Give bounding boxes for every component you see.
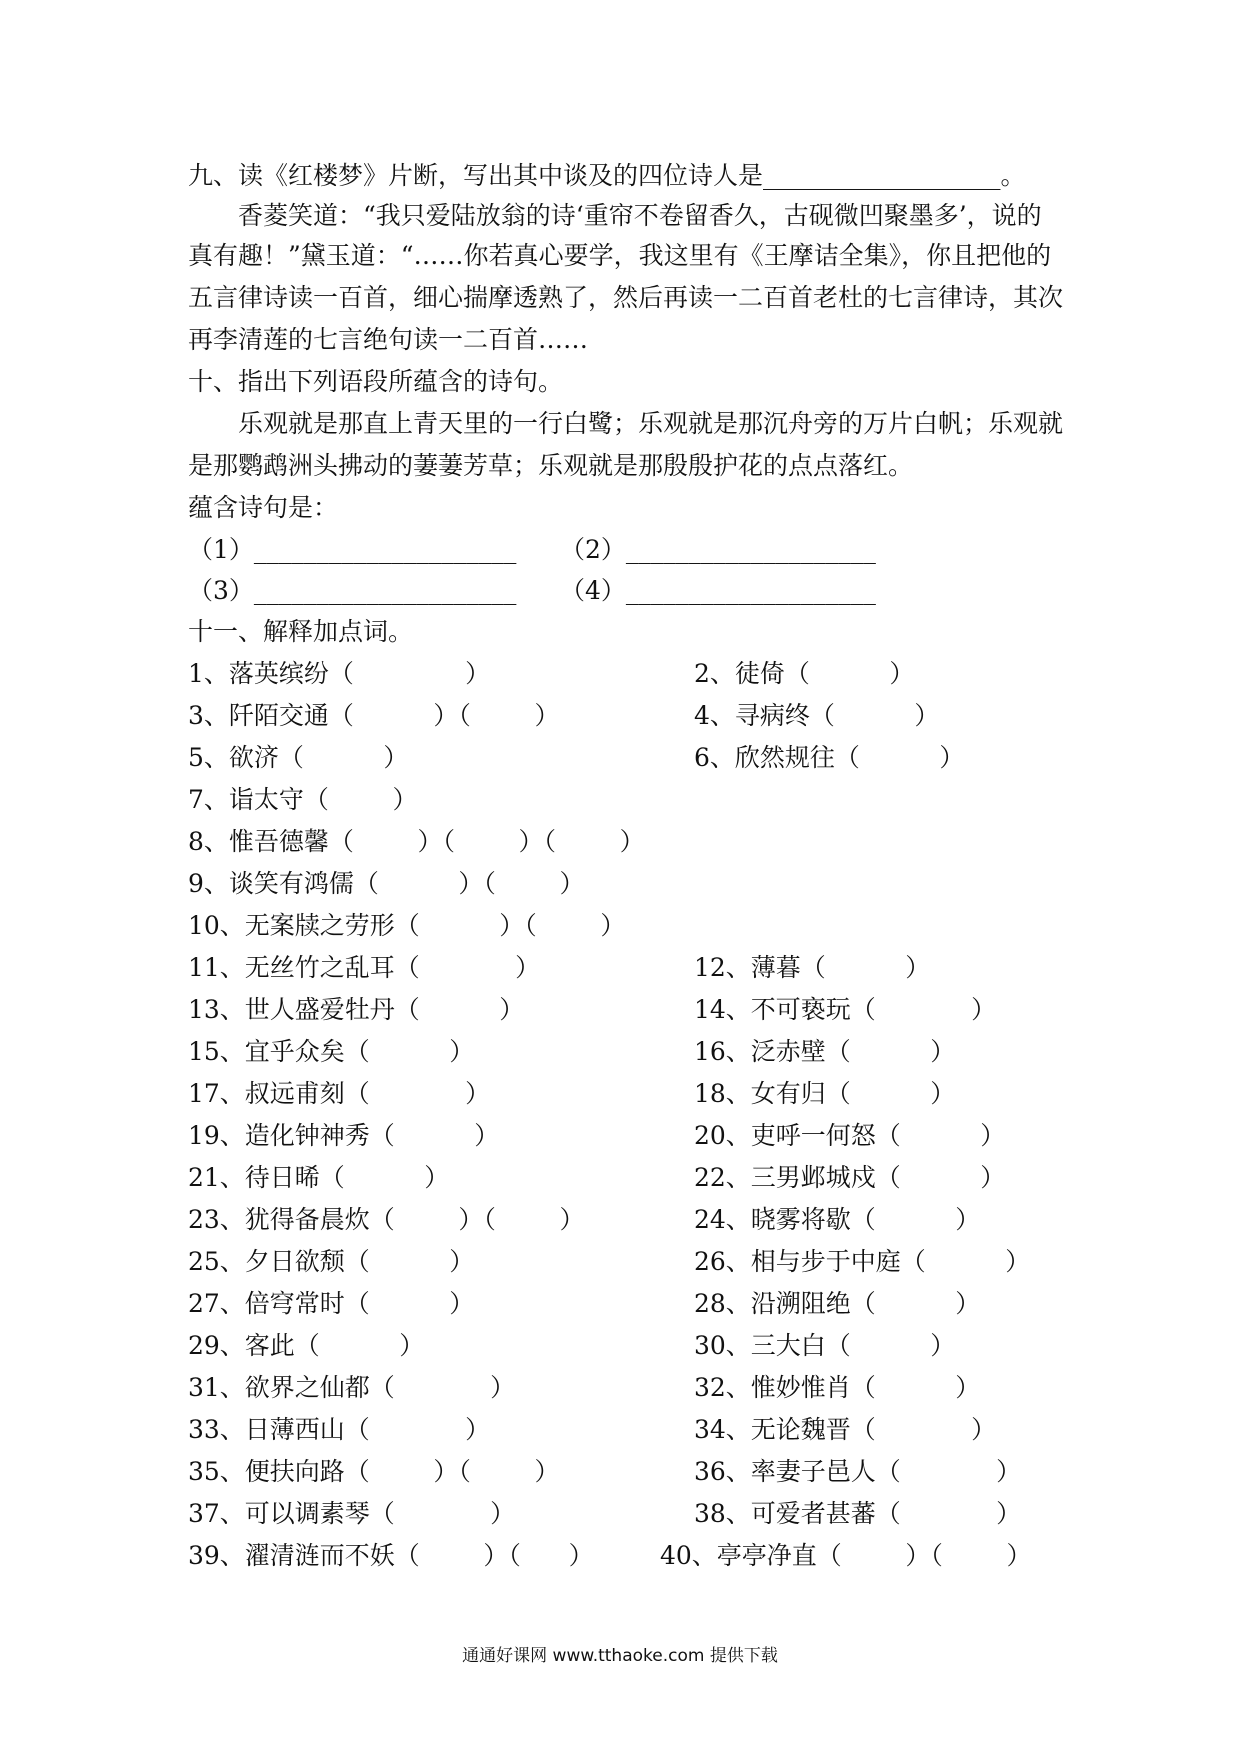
q11-item-40[interactable]: 40、亭亭净直（ ）（ ） [660,1541,1032,1570]
q11-item-27[interactable]: 27、倍穹常时（ ） [188,1289,475,1318]
q11-item-33[interactable]: 33、日薄西山（ ） [188,1415,491,1444]
q10-passage-line: 是那鹦鹉洲头拂动的萋萋芳草；乐观就是那殷殷护花的点点落红。 [188,451,914,480]
q11-item-39[interactable]: 39、濯清涟而不妖（ ）（ ） [188,1541,594,1570]
q11-item-23[interactable]: 23、犹得备晨炊（ ）（ ） [188,1205,585,1234]
q11-item-9[interactable]: 9、谈笑有鸿儒（ ）（ ） [188,869,585,898]
q9-passage-line: 真有趣！”黛玉道：“……你若真心要学，我这里有《王摩诘全集》，你且把他的 [188,241,1052,270]
q11-item-36[interactable]: 36、率妻子邑人（ ） [694,1457,1022,1486]
q11-item-38[interactable]: 38、可爱者甚蕃（ ） [694,1499,1022,1528]
page-footer: 通通好课网 www.tthaoke.com 提供下载 [462,1646,778,1666]
q11-item-26[interactable]: 26、相与步于中庭（ ） [694,1247,1031,1276]
q11-item-30[interactable]: 30、三大白（ ） [694,1331,956,1360]
q10-blank-1[interactable]: （1）_____________________ [188,535,517,564]
q11-item-34[interactable]: 34、无论魏晋（ ） [694,1415,997,1444]
q11-item-19[interactable]: 19、造化钟神秀（ ） [188,1121,500,1150]
q11-item-25[interactable]: 25、夕日欲颓（ ） [188,1247,475,1276]
q11-item-10[interactable]: 10、无案牍之劳形（ ）（ ） [188,911,626,940]
q11-item-29[interactable]: 29、客此（ ） [188,1331,425,1360]
q11-item-35[interactable]: 35、便扶向路（ ）（ ） [188,1457,560,1486]
q10-blank-2[interactable]: （2）____________________ [560,535,876,564]
q11-item-20[interactable]: 20、吏呼一何怒（ ） [694,1121,1006,1150]
q11-item-24[interactable]: 24、晓雾将歇（ ） [694,1205,981,1234]
q11-title: 十一、解释加点词。 [188,617,414,646]
q11-item-4[interactable]: 4、寻病终（ ） [694,701,940,730]
q9-title: 九、读《红楼梦》片断，写出其中谈及的四位诗人是___________________。 [188,161,1026,190]
q11-item-28[interactable]: 28、沿溯阻绝（ ） [694,1289,981,1318]
q9-passage-line: 五言律诗读一百首，细心揣摩透熟了，然后再读一二百首老杜的七言律诗，其次 [188,283,1064,312]
q11-item-32[interactable]: 32、惟妙惟肖（ ） [694,1373,981,1402]
q11-item-5[interactable]: 5、欲济（ ） [188,743,409,772]
q10-title: 十、指出下列语段所蕴含的诗句。 [188,367,564,396]
q11-item-16[interactable]: 16、泛赤壁（ ） [694,1037,956,1066]
q10-prompt: 蕴含诗句是： [188,493,339,522]
q10-blank-4[interactable]: （4）____________________ [560,576,876,605]
q11-item-8[interactable]: 8、惟吾德馨（ ）（ ）（ ） [188,827,645,856]
q11-item-31[interactable]: 31、欲界之仙都（ ） [188,1373,516,1402]
q11-item-13[interactable]: 13、世人盛爱牡丹（ ） [188,995,525,1024]
q11-item-18[interactable]: 18、女有归（ ） [694,1079,956,1108]
q11-item-12[interactable]: 12、薄暮（ ） [694,953,931,982]
q11-item-2[interactable]: 2、徒倚（ ） [694,659,915,688]
q11-item-7[interactable]: 7、诣太守（ ） [188,785,418,814]
q11-item-37[interactable]: 37、可以调素琴（ ） [188,1499,516,1528]
q11-item-3[interactable]: 3、阡陌交通（ ）（ ） [188,701,560,730]
q11-item-11[interactable]: 11、无丝竹之乱耳（ ） [188,953,541,982]
q10-passage-line: 乐观就是那直上青天里的一行白鹭；乐观就是那沉舟旁的万片白帆；乐观就 [238,409,1064,438]
q10-blank-3[interactable]: （3）_____________________ [188,576,517,605]
q9-passage-line: 再李清莲的七言绝句读一二百首…… [188,325,589,354]
q11-item-21[interactable]: 21、待日晞（ ） [188,1163,450,1192]
q9-passage-line: 香菱笑道：“我只爱陆放翁的诗‘重帘不卷留香久，古砚微凹聚墨多’，说的 [238,201,1042,230]
q11-item-22[interactable]: 22、三男邺城戍（ ） [694,1163,1006,1192]
q11-item-6[interactable]: 6、欣然规往（ ） [694,743,965,772]
q11-item-1[interactable]: 1、落英缤纷（ ） [188,659,491,688]
q11-item-17[interactable]: 17、叔远甫刻（ ） [188,1079,491,1108]
q11-item-15[interactable]: 15、宜乎众矣（ ） [188,1037,475,1066]
q11-item-14[interactable]: 14、不可亵玩（ ） [694,995,997,1024]
